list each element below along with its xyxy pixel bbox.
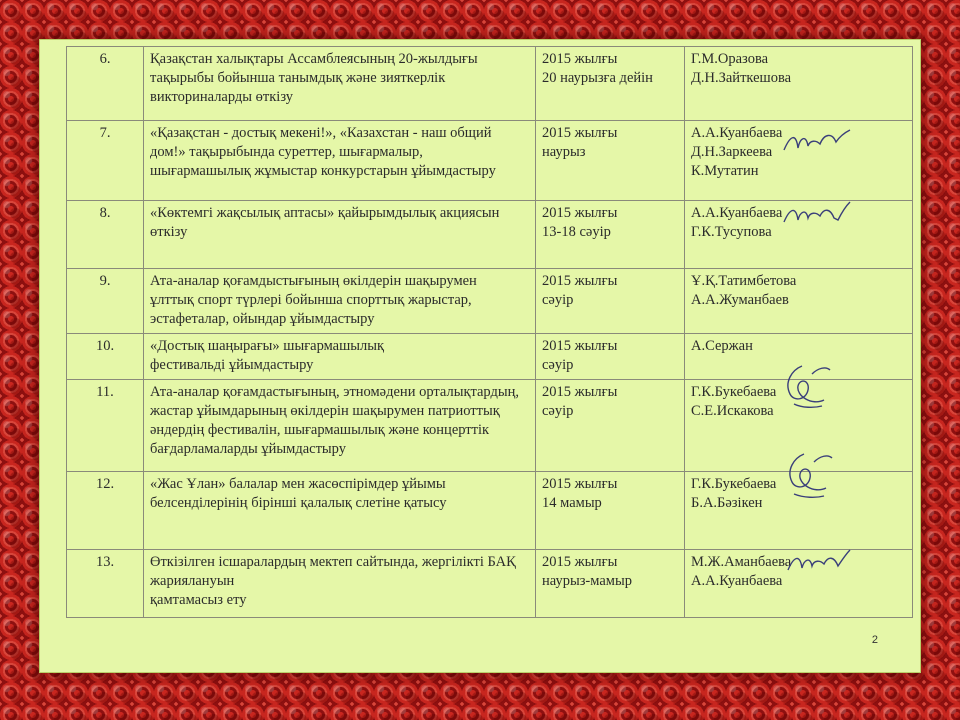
row-number: 13. bbox=[67, 550, 144, 618]
date-line: 2015 жылғы bbox=[542, 125, 618, 141]
event-line: қамтамасыз ету bbox=[150, 592, 247, 608]
event-line: әндердің фестивалін, шығармашылық және концерттік bbox=[150, 422, 490, 438]
date-cell bbox=[536, 380, 685, 472]
responsible-name: Г.К.Букебаева bbox=[691, 384, 777, 400]
date-cell bbox=[536, 472, 685, 550]
responsible-name: С.Е.Искакова bbox=[691, 403, 774, 419]
date-line: 2015 жылғы bbox=[542, 273, 618, 289]
table-row bbox=[67, 269, 913, 334]
date-line: 13-18 сәуір bbox=[542, 224, 611, 240]
event-line: Өткізілген ісшаралардың мектеп сайтында, жергілікті БАҚ bbox=[150, 554, 516, 570]
responsible-name: К.Мутатин bbox=[691, 163, 759, 179]
date-line: сәуір bbox=[542, 292, 574, 308]
event-cell bbox=[144, 121, 536, 201]
date-line: 2015 жылғы bbox=[542, 384, 618, 400]
date-cell bbox=[536, 201, 685, 269]
date-cell bbox=[536, 334, 685, 380]
table-row bbox=[67, 121, 913, 201]
responsible-cell bbox=[685, 550, 913, 618]
date-line: 2015 жылғы bbox=[542, 51, 618, 67]
date-line: 20 наурызға дейін bbox=[542, 70, 653, 86]
responsible-cell bbox=[685, 380, 913, 472]
row-number: 7. bbox=[67, 121, 144, 201]
responsible-name: М.Ж.Аманбаева bbox=[691, 554, 792, 570]
responsible-cell bbox=[685, 47, 913, 121]
row-number: 8. bbox=[67, 201, 144, 269]
event-line: «Жас Ұлан» балалар мен жасөспірімдер ұйымы bbox=[150, 476, 446, 492]
event-line: бағдарламаларды ұйымдастыру bbox=[150, 441, 346, 457]
event-cell bbox=[144, 550, 536, 618]
date-line: 14 мамыр bbox=[542, 495, 602, 511]
event-line: белсенділерінің бірінші қалалық слетіне қатысу bbox=[150, 495, 447, 511]
event-line: шығармашылық жұмыстар конкурстарын ұйымдастыру bbox=[150, 163, 496, 179]
table-row bbox=[67, 380, 913, 472]
event-cell bbox=[144, 472, 536, 550]
date-cell bbox=[536, 550, 685, 618]
table-row bbox=[67, 47, 913, 121]
date-line: наурыз bbox=[542, 144, 586, 160]
event-line: Ата-аналар қоғамдыстығының өкілдерін шақырумен bbox=[150, 273, 477, 289]
date-line: сәуір bbox=[542, 357, 574, 373]
date-cell bbox=[536, 121, 685, 201]
responsible-name: Ұ.Қ.Татимбетова bbox=[691, 273, 797, 289]
event-line: жариялануын bbox=[150, 573, 235, 589]
date-line: 2015 жылғы bbox=[542, 338, 618, 354]
table-row bbox=[67, 201, 913, 269]
responsible-name: Б.А.Бәзікен bbox=[691, 495, 763, 511]
event-cell bbox=[144, 201, 536, 269]
slide-page bbox=[40, 40, 920, 672]
event-line: ұлттық спорт түрлері бойынша спорттық жарыстар, bbox=[150, 292, 472, 308]
responsible-name: А.Сержан bbox=[691, 338, 753, 354]
event-line: «Көктемгі жақсылық аптасы» қайырымдылық акциясын bbox=[150, 205, 500, 221]
responsible-name: А.А.Куанбаева bbox=[691, 205, 783, 221]
responsible-cell bbox=[685, 472, 913, 550]
event-line: эстафеталар, ойындар ұйымдастыру bbox=[150, 311, 375, 327]
row-number: 10. bbox=[67, 334, 144, 380]
event-line: тақырыбы бойынша танымдық және зияткерлік bbox=[150, 70, 446, 86]
event-line: «Достық шаңырағы» шығармашылық bbox=[150, 338, 385, 354]
responsible-name: Г.К.Тусупова bbox=[691, 224, 772, 240]
responsible-cell bbox=[685, 201, 913, 269]
event-line: Қазақстан халықтары Ассамблеясының 20-жылдығы bbox=[150, 51, 478, 67]
event-line: өткізу bbox=[150, 224, 188, 240]
date-line: 2015 жылғы bbox=[542, 205, 618, 221]
row-number: 12. bbox=[67, 472, 144, 550]
event-cell bbox=[144, 269, 536, 334]
responsible-name: Д.Н.Заркеева bbox=[691, 144, 773, 160]
event-line: жастар ұйымдарының өкілдерін шақырумен патриоттық bbox=[150, 403, 500, 419]
date-line: 2015 жылғы bbox=[542, 476, 618, 492]
responsible-cell bbox=[685, 334, 913, 380]
event-cell bbox=[144, 334, 536, 380]
event-line: дом!» тақырыбында суреттер, шығармалыр, bbox=[150, 144, 423, 160]
date-line: наурыз-мамыр bbox=[542, 573, 632, 589]
event-cell bbox=[144, 47, 536, 121]
table-row bbox=[67, 550, 913, 618]
page-number: 2 bbox=[871, 634, 878, 646]
date-cell bbox=[536, 269, 685, 334]
event-line: викториналарды өткізу bbox=[150, 89, 293, 105]
row-number: 11. bbox=[67, 380, 144, 472]
responsible-cell bbox=[685, 121, 913, 201]
events-table bbox=[66, 46, 913, 618]
responsible-name: Г.М.Оразова bbox=[691, 51, 769, 67]
responsible-name: А.А.Жуманбаев bbox=[691, 292, 789, 308]
date-line: 2015 жылғы bbox=[542, 554, 618, 570]
row-number: 6. bbox=[67, 47, 144, 121]
date-cell bbox=[536, 47, 685, 121]
event-line: фестивальді ұйымдастыру bbox=[150, 357, 314, 373]
event-line: «Қазақстан - достық мекені!», «Казахстан - наш общий bbox=[150, 125, 492, 141]
responsible-cell bbox=[685, 269, 913, 334]
table-row bbox=[67, 334, 913, 380]
event-cell bbox=[144, 380, 536, 472]
responsible-name: А.А.Куанбаева bbox=[691, 573, 783, 589]
row-number: 9. bbox=[67, 269, 144, 334]
date-line: сәуір bbox=[542, 403, 574, 419]
responsible-name: Д.Н.Зайткешова bbox=[691, 70, 792, 86]
responsible-name: А.А.Куанбаева bbox=[691, 125, 783, 141]
table-row bbox=[67, 472, 913, 550]
event-line: Ата-аналар қоғамдастығының, этномәдени орталықтардың, bbox=[150, 384, 519, 400]
responsible-name: Г.К.Букебаева bbox=[691, 476, 777, 492]
